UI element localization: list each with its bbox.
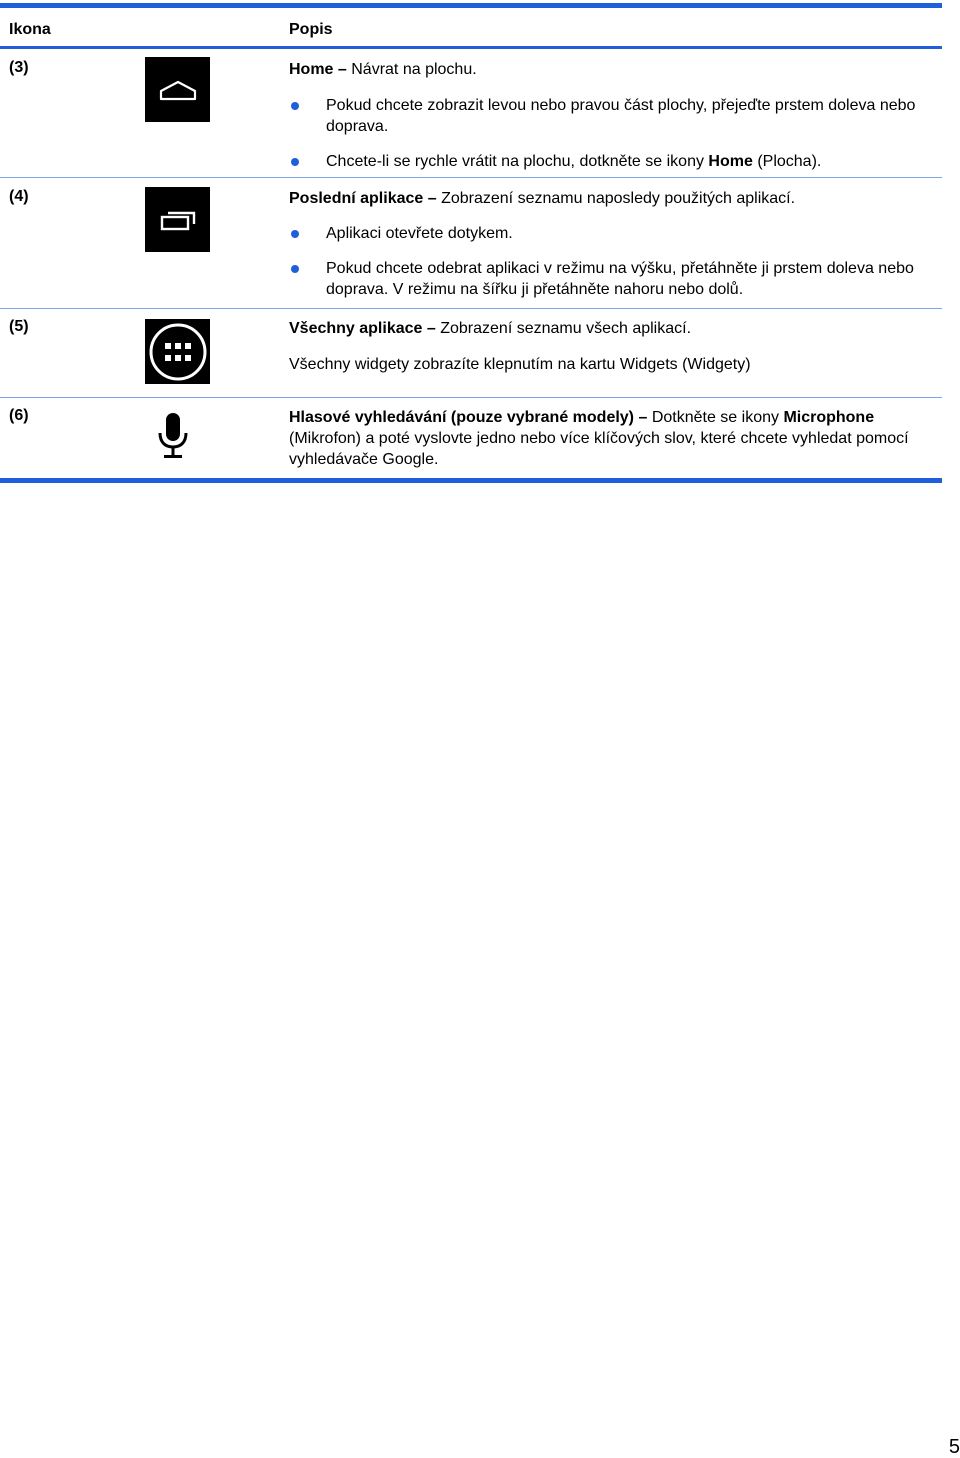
row-number: (4) — [9, 188, 29, 205]
row-number: (5) — [9, 318, 29, 335]
table-row-recent-apps — [0, 178, 942, 308]
row-number: (6) — [9, 407, 29, 424]
table-row-home — [0, 49, 942, 177]
row-number: (3) — [9, 59, 29, 76]
row-description — [289, 188, 942, 300]
bullet-item: Pokud chcete zobrazit levou nebo pravou část plochy, přejeďte prstem doleva nebo doprava. — [289, 95, 942, 137]
row-description — [289, 318, 942, 375]
row-summary: Zobrazení seznamu naposledy použitých aplikací. — [441, 190, 796, 207]
row-description — [289, 407, 942, 470]
table-row-all-apps — [0, 309, 942, 397]
all-apps-icon — [145, 319, 210, 384]
title-dash: – — [423, 190, 442, 207]
bullet-bold-text: Home — [708, 153, 753, 170]
row-title: Všechny aplikace — [289, 320, 423, 337]
bullet-text: Chcete-li se rychle vrátit na plochu, dotkněte se ikony — [326, 153, 709, 170]
icon-table — [0, 3, 942, 483]
bullet-item — [289, 151, 942, 172]
row-text: Dotkněte se ikony — [651, 409, 784, 426]
row-title: Hlasové vyhledávání (pouze vybrané modely) — [289, 409, 635, 426]
bullet-text: (Plocha). — [752, 153, 822, 170]
table-row-voice-search — [0, 398, 942, 478]
title-dash: – — [422, 320, 441, 337]
recent-apps-icon — [145, 187, 210, 252]
title-dash: – — [333, 61, 352, 78]
row-description — [289, 59, 942, 172]
page-number: 5 — [948, 1436, 960, 1458]
title-dash: – — [634, 409, 652, 426]
microphone-icon — [148, 408, 198, 464]
row-note: Všechny widgety zobrazíte klepnutím na kartu Widgets (Widgety) — [289, 356, 751, 373]
bullet-item: Pokud chcete odebrat aplikaci v režimu na výšku, přetáhněte ji prstem doleva nebo doprava. V režimu na šířku ji přetáhněte nahoru nebo dolů. — [289, 258, 942, 300]
bullet-item: Aplikaci otevřete dotykem. — [289, 223, 942, 244]
row-title: Poslední aplikace — [289, 190, 424, 207]
row-summary: Zobrazení seznamu všech aplikací. — [440, 320, 692, 337]
header-description-column: Popis — [289, 21, 333, 38]
row-title: Home — [289, 61, 334, 78]
table-header-row — [0, 8, 942, 46]
header-icon-column: Ikona — [9, 21, 51, 38]
row-text: (Mikrofon) a poté vyslovte jedno nebo více klíčových slov, které chcete vyhledat pomocí vyhledávače Google. — [289, 430, 909, 468]
row-summary: Návrat na plochu. — [351, 61, 477, 78]
home-icon — [145, 57, 210, 122]
row-bold-text: Microphone — [783, 409, 875, 426]
table-bottom-rule — [0, 478, 942, 483]
